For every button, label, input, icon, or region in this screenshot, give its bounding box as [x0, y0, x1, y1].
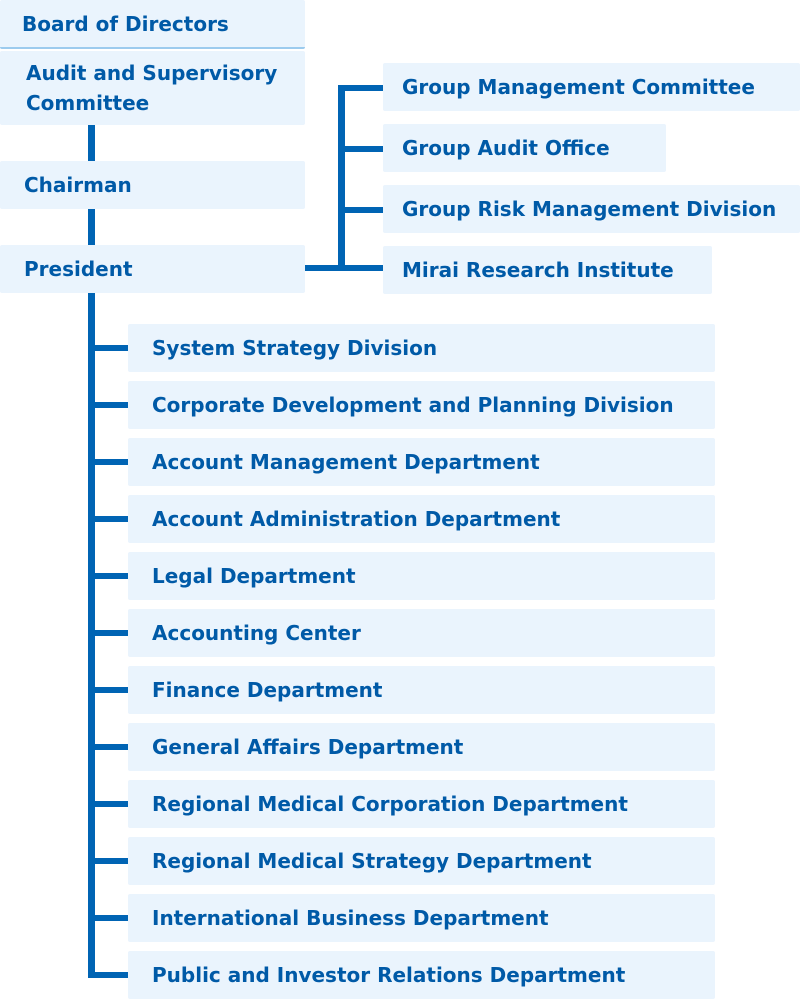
department-box [128, 894, 715, 942]
board-of-directors-label: Board of Directors [22, 11, 229, 36]
audit-label-line2: Committee [26, 91, 150, 115]
connector-audit-chairman [88, 125, 95, 161]
department-box [128, 324, 715, 372]
staff-branch-1 [338, 85, 383, 91]
department-label: Account Administration Department [152, 507, 561, 531]
audit-label-line1: Audit and Supervisory [26, 61, 278, 85]
staff-branch-2 [338, 146, 383, 152]
department-label: Account Management Department [152, 450, 540, 474]
chairman-box [0, 161, 305, 209]
department-branch [88, 858, 128, 864]
department-label: Regional Medical Corporation Department [152, 792, 628, 816]
department-branch [88, 402, 128, 408]
department-branch [88, 744, 128, 750]
staff-branch-3 [338, 207, 383, 213]
department-label: Regional Medical Strategy Department [152, 849, 592, 873]
group-risk-management-division-box [383, 185, 800, 233]
audit-supervisory-committee-box [0, 51, 305, 125]
department-label: Accounting Center [152, 621, 361, 645]
department-branch [88, 915, 128, 921]
department-branch [88, 516, 128, 522]
department-label: International Business Department [152, 906, 549, 930]
department-label: System Strategy Division [152, 336, 438, 360]
department-label: General Affairs Department [152, 735, 464, 759]
president-box [0, 245, 305, 293]
staff-label: Group Management Committee [402, 75, 755, 99]
department-box [128, 552, 715, 600]
department-box [128, 609, 715, 657]
department-branch [88, 459, 128, 465]
department-box [128, 723, 715, 771]
department-branch [88, 630, 128, 636]
staff-label: Group Audit Office [402, 136, 610, 160]
audit-supervisory-committee-label [26, 58, 277, 118]
department-branch [88, 801, 128, 807]
staff-trunk [338, 85, 345, 271]
president-label: President [24, 257, 133, 281]
mirai-research-institute-box [383, 246, 712, 294]
department-box [128, 495, 715, 543]
department-label: Legal Department [152, 564, 356, 588]
department-box [128, 438, 715, 486]
department-branch [88, 687, 128, 693]
group-management-committee-box [383, 63, 800, 111]
department-label: Finance Department [152, 678, 383, 702]
department-branch [88, 573, 128, 579]
department-box [128, 837, 715, 885]
staff-label: Group Risk Management Division [402, 197, 777, 221]
staff-label: Mirai Research Institute [402, 258, 674, 282]
chairman-label: Chairman [24, 173, 132, 197]
department-box [128, 780, 715, 828]
connector-president-staff [305, 265, 341, 271]
connector-chairman-president [88, 209, 95, 245]
department-box [128, 951, 715, 999]
staff-branch-4 [338, 265, 383, 271]
department-box [128, 381, 715, 429]
board-of-directors-box [0, 0, 305, 49]
department-box [128, 666, 715, 714]
department-label: Public and Investor Relations Department [152, 963, 626, 987]
department-label: Corporate Development and Planning Division [152, 393, 674, 417]
department-branch [88, 345, 128, 351]
group-audit-office-box [383, 124, 666, 172]
department-branch [88, 972, 128, 978]
